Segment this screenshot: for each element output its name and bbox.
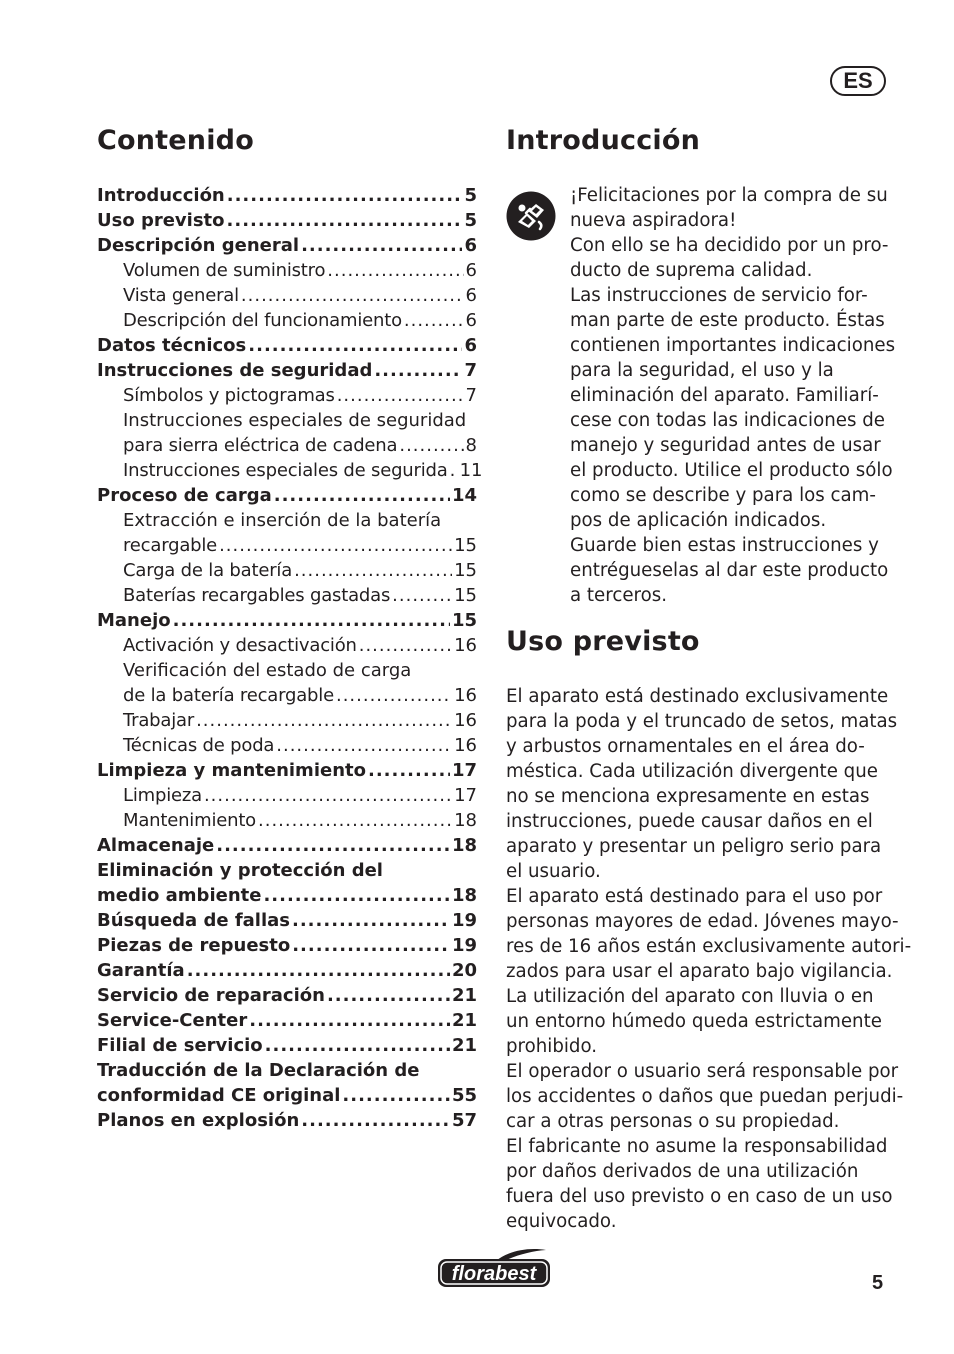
- text-line: por daños derivados de una utilización: [506, 1161, 859, 1182]
- toc-leader-dots: [337, 383, 464, 408]
- text-line: contienen importantes indicaciones: [570, 335, 896, 356]
- text-line: man parte de este producto. Éstas: [570, 310, 885, 331]
- text-line: Las instrucciones de servicio for-: [570, 285, 868, 306]
- toc-entry-page: 11: [459, 460, 483, 481]
- toc-entry-page: 16: [454, 710, 477, 731]
- text-line: pos de aplicación indicados.: [570, 510, 827, 531]
- toc-entry-label: Traducción de la Declaración de: [97, 1060, 420, 1081]
- toc-entry-label: Baterías recargables gastadas: [123, 585, 391, 606]
- toc-entry-page: 19: [451, 935, 477, 956]
- toc-entry-page: 6: [465, 285, 477, 306]
- toc-leader-dots: [374, 358, 462, 383]
- toc-entry-page: 55: [451, 1085, 477, 1106]
- toc-entry-label: Limpieza y mantenimiento: [97, 760, 366, 781]
- toc-entry-page: 57: [451, 1110, 477, 1131]
- text-line: car a otras personas o su propiedad.: [506, 1111, 840, 1132]
- toc-entry-page: 7: [464, 360, 477, 381]
- toc-entry: [97, 758, 477, 783]
- toc-entry: [97, 733, 477, 758]
- toc-entry: [97, 983, 477, 1008]
- text-line: para la poda y el truncado de setos, matas: [506, 711, 898, 732]
- toc-entry-page: 16: [454, 685, 477, 706]
- toc-leader-dots: [241, 283, 464, 308]
- text-line: El aparato está destinado exclusivamente: [506, 686, 889, 707]
- toc-entry-label: Vista general: [123, 285, 239, 306]
- toc-entry-page: 21: [451, 1010, 477, 1031]
- toc-entry-label: Instrucciones de seguridad: [97, 360, 373, 381]
- toc-entry: [97, 683, 477, 708]
- toc-leader-dots: [301, 233, 462, 258]
- toc-entry-label: Eliminación y protección del: [97, 860, 383, 881]
- toc-leader-dots: [173, 608, 450, 633]
- uso-previsto-text: [506, 684, 911, 1234]
- toc-leader-dots: [342, 1083, 450, 1108]
- toc-entry-label: Trabajar: [123, 710, 195, 731]
- toc-entry-label: Proceso de carga: [97, 485, 272, 506]
- toc-entry: [97, 608, 477, 633]
- toc-leader-dots: [392, 583, 452, 608]
- text-line: res de 16 años están exclusivamente autori-: [506, 936, 912, 957]
- toc-entry-label: Uso previsto: [97, 210, 225, 231]
- toc-entry-label: Filial de servicio: [97, 1035, 263, 1056]
- toc-leader-dots: [227, 208, 463, 233]
- toc-entry-page: 6: [464, 335, 477, 356]
- toc-leader-dots: [450, 458, 458, 483]
- toc-entry: [97, 1083, 477, 1108]
- page-number: 5: [872, 1272, 884, 1294]
- toc-entry: [97, 533, 477, 558]
- toc-leader-dots: [327, 258, 463, 283]
- intro-text: [570, 183, 895, 608]
- toc-entry: [97, 908, 477, 933]
- toc-leader-dots: [292, 933, 450, 958]
- toc-entry: [97, 708, 477, 733]
- toc-entry: [97, 208, 477, 233]
- toc-entry-page: 5: [464, 185, 477, 206]
- toc-entry-page: 18: [454, 810, 477, 831]
- toc-entry-page: 15: [454, 560, 477, 581]
- toc-entry-label: Introducción: [97, 185, 225, 206]
- toc-entry-label: conformidad CE original: [97, 1085, 341, 1106]
- text-line: equivocado.: [506, 1211, 617, 1232]
- toc-entry-page: 7: [465, 385, 477, 406]
- toc-entry-label: Piezas de repuesto: [97, 935, 291, 956]
- toc-leader-dots: [204, 783, 452, 808]
- toc-entry-label: Verificación del estado de carga: [123, 660, 412, 681]
- toc-entry-label: Símbolos y pictogramas: [123, 385, 335, 406]
- toc-entry: [97, 583, 477, 608]
- toc-leader-dots: [263, 883, 449, 908]
- toc-entry-page: 14: [451, 485, 477, 506]
- text-line: aparato y presentar un peligro serio para: [506, 836, 882, 857]
- text-line: Con ello se ha decidido por un pro-: [570, 235, 889, 256]
- intro-title: Introducción: [506, 125, 701, 156]
- toc-entry: [97, 1008, 477, 1033]
- text-line: los accidentes o daños que puedan perjudi-: [506, 1086, 904, 1107]
- toc-entry: [97, 1108, 477, 1133]
- text-line: el usuario.: [506, 861, 601, 882]
- toc-leader-dots: [276, 733, 452, 758]
- toc-entry: [97, 933, 477, 958]
- toc-entry-label: Instrucciones especiales de segurida: [123, 460, 448, 481]
- toc-title: Contenido: [97, 125, 254, 156]
- toc-entry-page: 15: [454, 585, 477, 606]
- toc-entry: [97, 433, 477, 458]
- toc-entry-label: Planos en explosión: [97, 1110, 300, 1131]
- text-line: fuera del uso previsto o en caso de un uso: [506, 1186, 893, 1207]
- toc-entry-page: 5: [464, 210, 477, 231]
- toc-entry-label: Limpieza: [123, 785, 202, 806]
- read-manual-icon: [506, 191, 556, 241]
- toc-entry-page: 15: [454, 535, 477, 556]
- toc-entry-label: Descripción del funcionamiento: [123, 310, 402, 331]
- toc-entry: [97, 633, 477, 658]
- text-line: cese con todas las indicaciones de: [570, 410, 885, 431]
- toc-entry: [97, 258, 477, 283]
- text-line: Guarde bien estas instrucciones y: [570, 535, 879, 556]
- text-line: zados para usar el aparato bajo vigilancia.: [506, 961, 893, 982]
- toc-leader-dots: [258, 808, 452, 833]
- toc-entry-label: Descripción general: [97, 235, 300, 256]
- text-line: y arbustos ornamentales en el área do-: [506, 736, 865, 757]
- toc-leader-dots: [187, 958, 450, 983]
- text-line: El operador o usuario será responsable por: [506, 1061, 899, 1082]
- text-line: para la seguridad, el uso y la: [570, 360, 834, 381]
- text-line: prohibido.: [506, 1036, 598, 1057]
- toc-entry-page: 16: [454, 635, 477, 656]
- toc-entry-page: 20: [451, 960, 477, 981]
- toc-entry-label: para sierra eléctrica de cadena: [123, 435, 398, 456]
- toc-entry: [97, 383, 477, 408]
- table-of-contents: [97, 183, 483, 1133]
- text-line: instrucciones, puede causar daños en el: [506, 811, 873, 832]
- toc-entry-label: Manejo: [97, 610, 171, 631]
- toc-entry-label: Datos técnicos: [97, 335, 247, 356]
- toc-entry: [97, 358, 477, 383]
- toc-entry-label: Extracción e inserción de la batería: [123, 510, 442, 531]
- toc-entry: [97, 833, 477, 858]
- toc-entry-page: 6: [464, 235, 477, 256]
- toc-entry: [97, 1033, 477, 1058]
- toc-entry-page: 6: [465, 310, 477, 331]
- toc-entry-label: Instrucciones especiales de seguridad: [123, 410, 467, 431]
- toc-entry-label: Almacenaje: [97, 835, 215, 856]
- toc-entry: [97, 958, 477, 983]
- toc-entry-page: 18: [451, 835, 477, 856]
- toc-entry: [97, 783, 477, 808]
- text-line: a terceros.: [570, 585, 667, 606]
- toc-entry-page: 17: [451, 760, 477, 781]
- florabest-logo: [436, 1247, 552, 1289]
- toc-leader-dots: [336, 683, 452, 708]
- toc-entry: [97, 883, 477, 908]
- toc-entry-page: 15: [451, 610, 477, 631]
- toc-leader-dots: [359, 633, 452, 658]
- toc-leader-dots: [404, 308, 464, 333]
- text-line: El fabricante no asume la responsabilidad: [506, 1136, 888, 1157]
- toc-leader-dots: [227, 183, 463, 208]
- toc-leader-dots: [274, 483, 450, 508]
- toc-entry-label: Servicio de reparación: [97, 985, 325, 1006]
- toc-leader-dots: [196, 708, 452, 733]
- text-line: manejo y seguridad antes de usar: [570, 435, 881, 456]
- toc-entry-page: 16: [454, 735, 477, 756]
- toc-leader-dots: [327, 983, 450, 1008]
- toc-leader-dots: [219, 533, 452, 558]
- toc-entry: [97, 333, 477, 358]
- toc-entry-label: Garantía: [97, 960, 185, 981]
- toc-leader-dots: [265, 1033, 450, 1058]
- uso-previsto-title: Uso previsto: [506, 626, 700, 657]
- toc-entry: [97, 458, 483, 483]
- toc-entry: [97, 483, 477, 508]
- language-badge: ES: [830, 66, 886, 96]
- text-line: como se describe y para los cam-: [570, 485, 876, 506]
- toc-entry-label: Activación y desactivación: [123, 635, 357, 656]
- toc-entry-label: Volumen de suministro: [123, 260, 326, 281]
- toc-entry-page: 8: [465, 435, 477, 456]
- text-line: méstica. Cada utilización divergente que: [506, 761, 878, 782]
- toc-entry-label: medio ambiente: [97, 885, 262, 906]
- toc-entry-page: 19: [451, 910, 477, 931]
- toc-leader-dots: [216, 833, 450, 858]
- toc-leader-dots: [368, 758, 450, 783]
- text-line: eliminación del aparato. Familiarí-: [570, 385, 879, 406]
- svg-text:florabest: florabest: [451, 1263, 537, 1285]
- toc-entry-page: 18: [451, 885, 477, 906]
- toc-entry-label: Carga de la batería: [123, 560, 293, 581]
- toc-entry-label: Búsqueda de fallas: [97, 910, 290, 931]
- toc-entry-page: 21: [451, 1035, 477, 1056]
- toc-entry-label: recargable: [123, 535, 218, 556]
- toc-entry: [97, 808, 477, 833]
- toc-entry: [97, 233, 477, 258]
- toc-entry-label: de la batería recargable: [123, 685, 334, 706]
- text-line: entrégueselas al dar este producto: [570, 560, 889, 581]
- toc-entry-label: Mantenimiento: [123, 810, 256, 831]
- text-line: personas mayores de edad. Jóvenes mayo-: [506, 911, 899, 932]
- toc-entry: [97, 558, 477, 583]
- toc-leader-dots: [249, 1008, 450, 1033]
- text-line: el producto. Utilice el producto sólo: [570, 460, 893, 481]
- text-line: nueva aspiradora!: [570, 210, 737, 231]
- toc-leader-dots: [248, 333, 462, 358]
- toc-entry-page: 21: [451, 985, 477, 1006]
- toc-entry-page: 17: [454, 785, 477, 806]
- text-line: no se menciona expresamente en estas: [506, 786, 870, 807]
- text-line: El aparato está destinado para el uso por: [506, 886, 883, 907]
- toc-entry-label: Service-Center: [97, 1010, 248, 1031]
- toc-leader-dots: [301, 1108, 450, 1133]
- toc-entry: [97, 283, 477, 308]
- text-line: La utilización del aparato con lluvia o en: [506, 986, 874, 1007]
- toc-entry-label: Técnicas de poda: [123, 735, 275, 756]
- toc-entry: [97, 308, 477, 333]
- toc-entry: [97, 183, 477, 208]
- text-line: un entorno húmedo queda estrictamente: [506, 1011, 882, 1032]
- text-line: ducto de suprema calidad.: [570, 260, 813, 281]
- toc-leader-dots: [292, 908, 450, 933]
- toc-entry-page: 6: [465, 260, 477, 281]
- text-line: ¡Felicitaciones por la compra de su: [570, 185, 888, 206]
- toc-leader-dots: [294, 558, 452, 583]
- toc-leader-dots: [399, 433, 463, 458]
